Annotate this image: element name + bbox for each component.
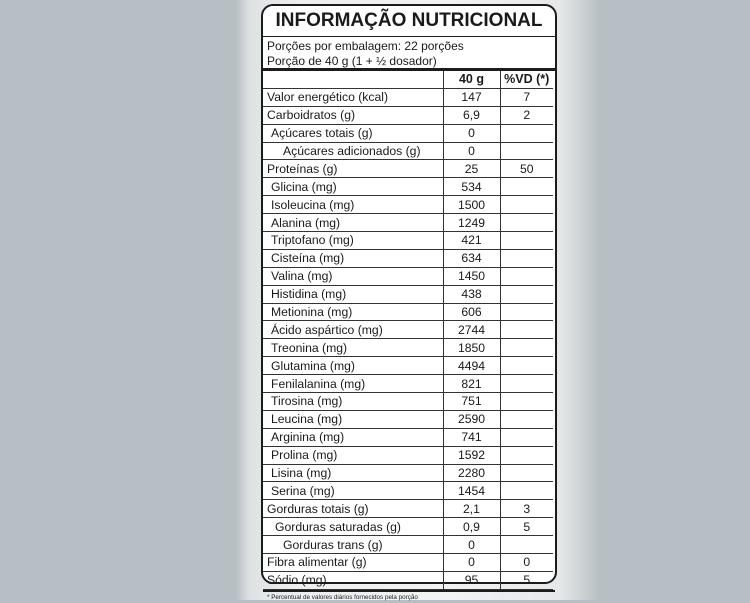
table-row	[263, 464, 553, 482]
nutrient-amount: 2280	[443, 464, 500, 482]
nutrient-name: Açúcares totais (g)	[263, 124, 443, 142]
nutrient-name: Metionina (mg)	[263, 303, 443, 321]
table-row	[263, 321, 553, 339]
nutrient-amount: 421	[443, 232, 500, 250]
nutrient-dv: 2	[500, 106, 553, 124]
nutrient-dv	[500, 536, 553, 554]
nutrient-name: Glicina (mg)	[263, 178, 443, 196]
nutrient-amount: 1454	[443, 482, 500, 500]
nutrient-dv	[500, 393, 553, 411]
nutrient-dv	[500, 482, 553, 500]
nutrient-dv	[500, 410, 553, 428]
nutrient-amount: 438	[443, 285, 500, 303]
nutrient-amount: 4494	[443, 357, 500, 375]
nutrient-dv	[500, 249, 553, 267]
table-row	[263, 339, 553, 357]
nutrient-amount: 25	[443, 160, 500, 178]
footnote: * Percentual de valores diários fornecidos pela porção	[263, 590, 555, 603]
nutrient-amount: 606	[443, 303, 500, 321]
nutrient-amount: 1592	[443, 446, 500, 464]
nutrient-name: Isoleucina (mg)	[263, 196, 443, 214]
table-row	[263, 232, 553, 250]
table-row	[263, 375, 553, 393]
nutrient-dv: 5	[500, 571, 553, 589]
nutrient-name: Valina (mg)	[263, 267, 443, 285]
nutrient-name: Serina (mg)	[263, 482, 443, 500]
nutrient-amount: 0	[443, 124, 500, 142]
table-row	[263, 393, 553, 411]
nutrient-amount: 2,1	[443, 500, 500, 518]
nutrient-name: Treonina (mg)	[263, 339, 443, 357]
nutrient-dv	[500, 196, 553, 214]
nutrient-dv: 7	[500, 88, 553, 106]
table-header-row	[263, 71, 553, 88]
nutrient-amount: 1249	[443, 214, 500, 232]
nutrient-name: Ácido aspártico (mg)	[263, 321, 443, 339]
nutrient-name: Cisteína (mg)	[263, 249, 443, 267]
table-row	[263, 446, 553, 464]
table-row	[263, 249, 553, 267]
header-name	[263, 71, 443, 88]
nutrient-amount: 0	[443, 536, 500, 554]
header-amount: 40 g	[443, 71, 500, 88]
nutrient-dv	[500, 267, 553, 285]
nutrient-amount: 741	[443, 428, 500, 446]
table-row	[263, 518, 553, 536]
table-row	[263, 88, 553, 106]
nutrient-name: Proteínas (g)	[263, 160, 443, 178]
nutrient-dv	[500, 214, 553, 232]
nutrient-name: Triptofano (mg)	[263, 232, 443, 250]
header-dv: %VD (*)	[500, 71, 553, 88]
table-row	[263, 196, 553, 214]
nutrient-name: Sódio (mg)	[263, 571, 443, 589]
nutrition-label	[261, 4, 557, 601]
nutrient-name: Valor energético (kcal)	[263, 88, 443, 106]
nutrient-name: Leucina (mg)	[263, 410, 443, 428]
table-row	[263, 285, 553, 303]
table-row	[263, 571, 553, 589]
nutrient-amount: 95	[443, 571, 500, 589]
nutrient-name: Alanina (mg)	[263, 214, 443, 232]
table-row	[263, 554, 553, 572]
table-row	[263, 124, 553, 142]
nutrient-dv	[500, 124, 553, 142]
nutrient-name: Carboidratos (g)	[263, 106, 443, 124]
nutrient-dv: 5	[500, 518, 553, 536]
table-row	[263, 214, 553, 232]
nutrient-amount: 634	[443, 249, 500, 267]
nutrient-amount: 0	[443, 554, 500, 572]
nutrient-dv	[500, 303, 553, 321]
nutrition-table	[263, 71, 553, 590]
nutrient-name: Gorduras saturadas (g)	[263, 518, 443, 536]
nutrient-dv	[500, 428, 553, 446]
nutrient-name: Glutamina (mg)	[263, 357, 443, 375]
nutrient-name: Fenilalanina (mg)	[263, 375, 443, 393]
nutrient-dv	[500, 178, 553, 196]
nutrient-amount: 0	[443, 142, 500, 160]
table-row	[263, 106, 553, 124]
nutrient-name: Fibra alimentar (g)	[263, 554, 443, 572]
nutrient-amount: 6,9	[443, 106, 500, 124]
nutrient-amount: 2590	[443, 410, 500, 428]
nutrient-dv	[500, 464, 553, 482]
nutrient-dv	[500, 321, 553, 339]
table-row	[263, 178, 553, 196]
table-row	[263, 410, 553, 428]
nutrient-amount: 534	[443, 178, 500, 196]
nutrient-amount: 2744	[443, 321, 500, 339]
nutrient-dv	[500, 142, 553, 160]
table-row	[263, 500, 553, 518]
nutrient-dv	[500, 285, 553, 303]
nutrient-amount: 751	[443, 393, 500, 411]
table-row	[263, 303, 553, 321]
servings-per-package: Porções por embalagem: 22 porções	[267, 39, 464, 53]
nutrient-name: Tirosina (mg)	[263, 393, 443, 411]
label-title: INFORMAÇÃO NUTRICIONAL	[263, 6, 555, 37]
nutrient-dv	[500, 375, 553, 393]
nutrient-amount: 147	[443, 88, 500, 106]
nutrient-amount: 1500	[443, 196, 500, 214]
nutrient-name: Histidina (mg)	[263, 285, 443, 303]
nutrient-dv: 50	[500, 160, 553, 178]
table-row	[263, 536, 553, 554]
table-row	[263, 357, 553, 375]
nutrient-amount: 1850	[443, 339, 500, 357]
nutrient-name: Açúcares adicionados (g)	[263, 142, 443, 160]
nutrient-dv	[500, 357, 553, 375]
nutrient-name: Arginina (mg)	[263, 428, 443, 446]
table-row	[263, 482, 553, 500]
table-row	[263, 160, 553, 178]
nutrient-dv: 3	[500, 500, 553, 518]
nutrient-dv	[500, 446, 553, 464]
nutrient-name: Gorduras totais (g)	[263, 500, 443, 518]
nutrient-dv	[500, 339, 553, 357]
nutrient-name: Prolina (mg)	[263, 446, 443, 464]
table-row	[263, 267, 553, 285]
table-row	[263, 142, 553, 160]
nutrient-name: Gorduras trans (g)	[263, 536, 443, 554]
nutrient-dv: 0	[500, 554, 553, 572]
nutrient-amount: 821	[443, 375, 500, 393]
nutrient-name: Lisina (mg)	[263, 464, 443, 482]
portion-info	[263, 37, 555, 71]
nutrient-amount: 1450	[443, 267, 500, 285]
serving-size: Porção de 40 g (1 + ½ dosador)	[267, 54, 437, 68]
nutrient-dv	[500, 232, 553, 250]
table-row	[263, 428, 553, 446]
nutrient-amount: 0,9	[443, 518, 500, 536]
